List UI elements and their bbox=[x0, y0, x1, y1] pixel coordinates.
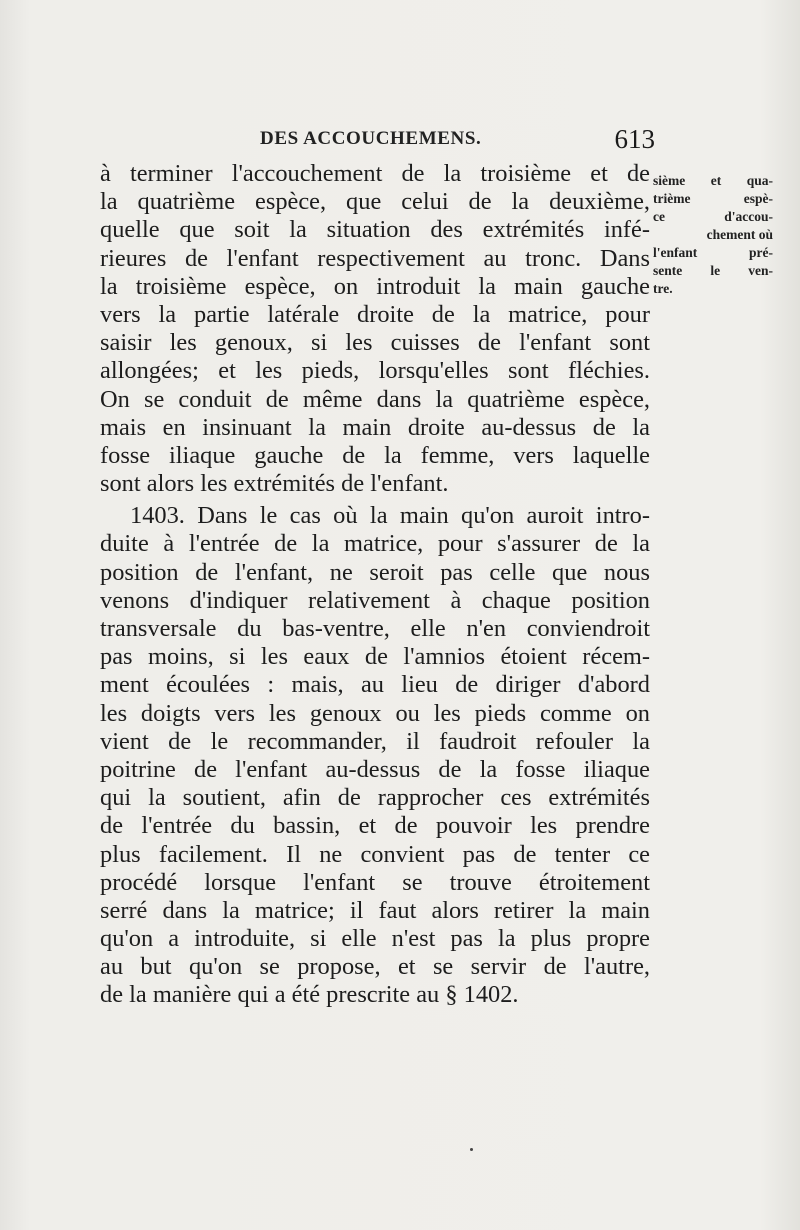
text-line: allongées; et les pieds, lorsqu'elles sont fléchies. bbox=[100, 357, 650, 385]
paragraph-continuation bbox=[100, 160, 650, 498]
text-line: de la manière qui a été prescrite au § 1402. bbox=[100, 981, 519, 1009]
text-line: la troisième espèce, on introduit la main gauche bbox=[100, 272, 650, 300]
text-line: plus facilement. Il ne convient pas de tenter ce bbox=[100, 840, 650, 868]
margin-note bbox=[653, 172, 773, 298]
text-line: à terminer l'accouchement de la troisième et de bbox=[100, 160, 650, 187]
page-number: 613 bbox=[614, 124, 655, 154]
margin-note-line: trième espè- bbox=[653, 191, 773, 206]
text-line: duite à l'entrée de la matrice, pour s'assurer de la bbox=[100, 530, 650, 558]
page-header bbox=[100, 124, 655, 158]
paragraph-1403 bbox=[100, 502, 650, 1009]
text-line: venons d'indiquer relativement à chaque position bbox=[100, 586, 650, 614]
text-line: serré dans la matrice; il faut alors retirer la main bbox=[100, 896, 650, 924]
text-line: qu'on a introduite, si elle n'est pas la plus propre bbox=[100, 925, 650, 953]
text-line: les doigts vers les genoux ou les pieds comme on bbox=[100, 699, 650, 727]
text-line: ment écoulées : mais, au lieu de diriger d'abord bbox=[100, 671, 650, 699]
text-line: poitrine de l'enfant au-dessus de la fosse iliaque bbox=[100, 755, 650, 783]
text-line: fosse iliaque gauche de la femme, vers laquelle bbox=[100, 441, 650, 469]
text-line: quelle que soit la situation des extrémités infé- bbox=[100, 216, 650, 244]
text-line: la quatrième espèce, que celui de la deuxième, bbox=[100, 188, 650, 216]
margin-note-line: chement où bbox=[706, 227, 773, 242]
text-line: rieures de l'enfant respectivement au tronc. Dans bbox=[100, 244, 650, 272]
text-line: On se conduit de même dans la quatrième espèce, bbox=[100, 385, 650, 413]
text-line: sont alors les extrémités de l'enfant. bbox=[100, 470, 449, 498]
text-line: transversale du bas-ventre, elle n'en conviendroit bbox=[100, 615, 650, 642]
text-line: procédé lorsque l'enfant se trouve étroitement bbox=[100, 868, 650, 896]
text-line: saisir les genoux, si les cuisses de l'enfant sont bbox=[100, 329, 650, 357]
margin-note-line: sente le ven- bbox=[653, 263, 773, 278]
text-line: au but qu'on se propose, et se servir de l'autre, bbox=[100, 953, 650, 981]
text-line: mais en insinuant la main droite au-dessus de la bbox=[100, 413, 650, 441]
margin-note-line: sième et qua- bbox=[653, 173, 773, 188]
body-text bbox=[100, 160, 650, 1010]
margin-note-line: l'enfant pré- bbox=[653, 245, 773, 260]
text-line: pas moins, si les eaux de l'amnios étoient récem- bbox=[100, 643, 650, 671]
text-line: vient de le recommander, il faudroit refouler la bbox=[100, 727, 650, 755]
running-head: DES ACCOUCHEMENS. bbox=[260, 128, 482, 149]
text-line: position de l'enfant, ne seroit pas celle que nous bbox=[100, 558, 650, 586]
paper-speck bbox=[470, 1148, 473, 1151]
text-line: qui la soutient, afin de rapprocher ces extrémités bbox=[100, 784, 650, 812]
text-line: vers la partie latérale droite de la matrice, pour bbox=[100, 300, 650, 328]
margin-note-line: ce d'accou- bbox=[653, 209, 773, 224]
margin-note-line: tre. bbox=[653, 281, 673, 296]
text-line: 1403. Dans le cas où la main qu'on auroit intro- bbox=[130, 502, 650, 530]
text-line: de l'entrée du bassin, et de pouvoir les prendre bbox=[100, 812, 650, 840]
